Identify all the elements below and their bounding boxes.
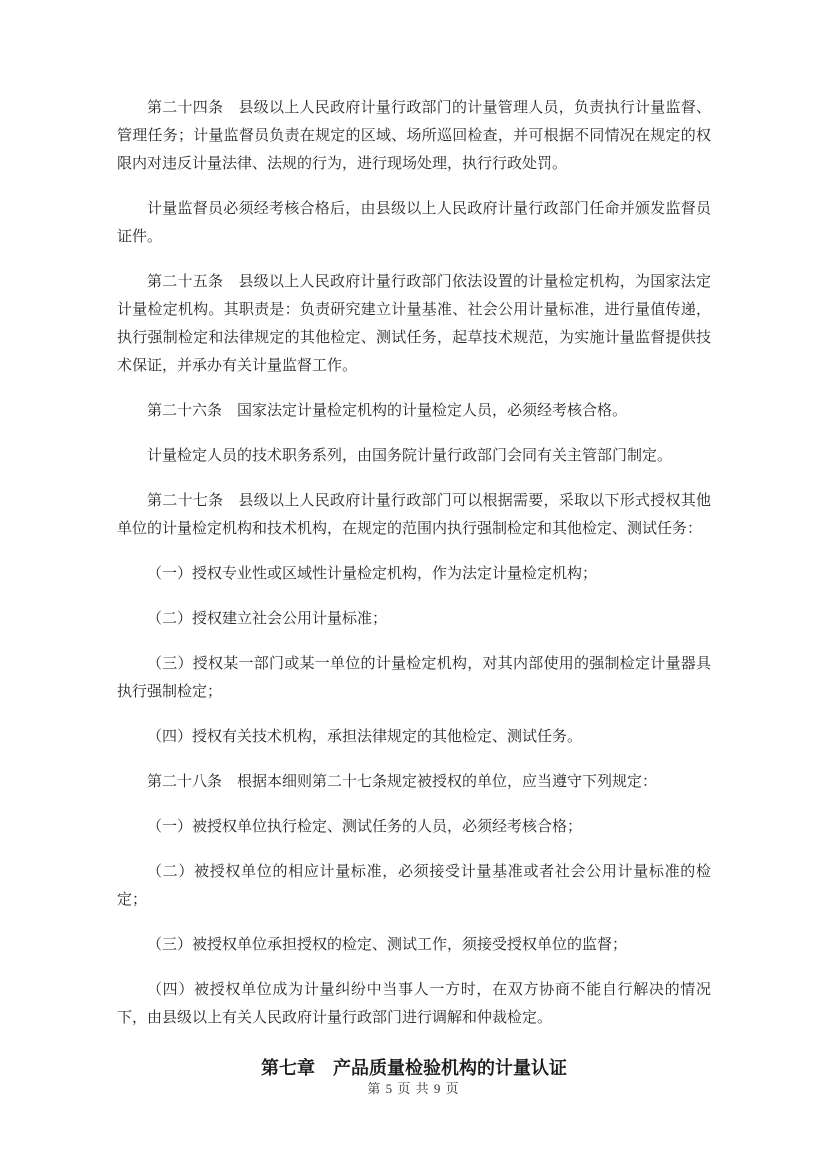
paragraph-article-24: 第二十四条 县级以上人民政府计量行政部门的计量管理人员，负责执行计量监督、管理任务；计量监督员负责在规定的区域、场所巡回检查，并可根据不同情况在规定的权限内对违反计量法律、法规的行为，进行现场处理，执行行政处罚。 <box>117 100 711 172</box>
paragraph-article-28-item-3: （三）被授权单位承担授权的检定、测试工作，须接受授权单位的监督； <box>147 937 628 953</box>
chapter-heading: 第七章 产品质量检验机构的计量认证 <box>261 1058 567 1078</box>
paragraph-article-27-item-2: （二）授权建立社会公用计量标准； <box>147 611 388 627</box>
paragraph-article-28-item-2: （二）被授权单位的相应计量标准，必须接受计量基准或者社会公用计量标准的检定； <box>117 864 711 908</box>
page-footer: 第 5 页 共 9 页 <box>367 1081 460 1096</box>
paragraph-article-28: 第二十八条 根据本细则第二十七条规定被授权的单位，应当遵守下列规定： <box>147 774 658 790</box>
paragraph-article-27-item-3: （三）授权某一部门或某一单位的计量检定机构，对其内部使用的强制检定计量器具执行强制检定； <box>117 656 711 700</box>
paragraph-article-25: 第二十五条 县级以上人民政府计量行政部门依法设置的计量检定机构，为国家法定计量检定机构。其职责是：负责研究建立计量基准、社会公用计量标准，进行量值传递，执行强制检定和法律规定的其他检定、测试任务，起草技术规范，为实施计量监督提供技术保证，并承办有关计量监督工作。 <box>117 274 711 374</box>
paragraph-article-27: 第二十七条 县级以上人民政府计量行政部门可以根据需要，采取以下形式授权其他单位的计量检定机构和技术机构，在规定的范围内执行强制检定和其他检定、测试任务： <box>117 493 711 537</box>
paragraph-article-26: 第二十六条 国家法定计量检定机构的计量检定人员，必须经考核合格。 <box>147 403 628 419</box>
paragraph-article-24-para-2: 计量监督员必须经考核合格后，由县级以上人民政府计量行政部门任命并颁发监督员证件。 <box>117 201 711 245</box>
document-body <box>117 94 711 1082</box>
paragraph-article-26-para-2: 计量检定人员的技术职务系列，由国务院计量行政部门会同有关主管部门制定。 <box>147 448 673 464</box>
paragraph-article-27-item-4: （四）授权有关技术机构，承担法律规定的其他检定、测试任务。 <box>147 729 583 745</box>
paragraph-article-27-item-1: （一）授权专业性或区域性计量检定机构，作为法定计量检定机构； <box>147 566 598 582</box>
paragraph-article-28-item-4: （四）被授权单位成为计量纠纷中当事人一方时，在双方协商不能自行解决的情况下，由县级以上有关人民政府计量行政部门进行调解和仲裁检定。 <box>117 982 711 1026</box>
paragraph-article-28-item-1: （一）被授权单位执行检定、测试任务的人员，必须经考核合格； <box>147 819 583 835</box>
